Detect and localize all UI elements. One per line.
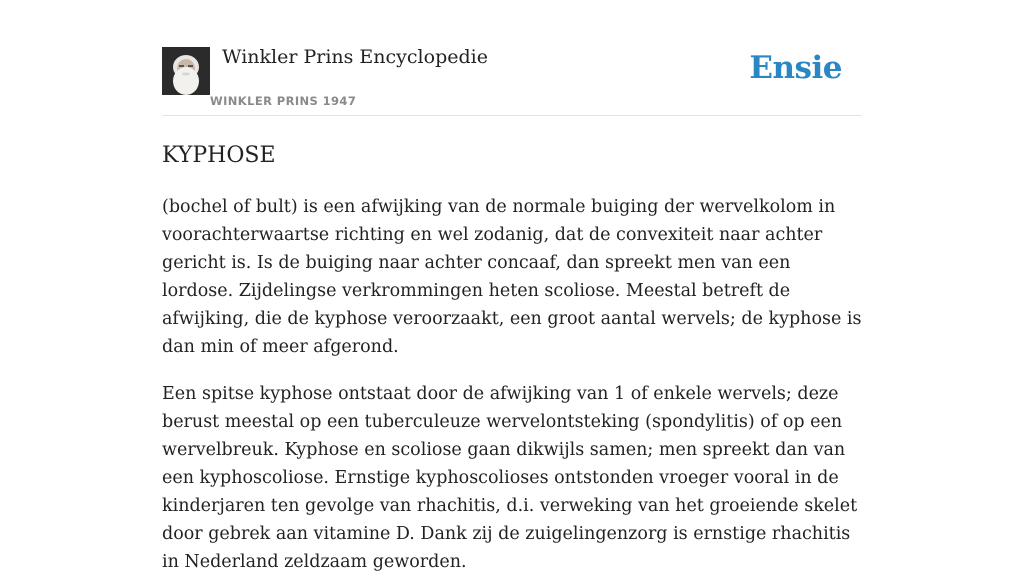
article-page [162, 0, 862, 576]
bearded-man-portrait-icon [162, 47, 210, 95]
article-paragraph: (bochel of bult) is een afwijking van de normale buiging der wervelkolom in voorachterwaartse richting en wel zodanig, dat de convexiteit naar achter gericht is. Is de buiging naar achter concaaf, dan spreekt men van een lordose. Zijdelingse verkrommingen heten scoliose. Meestal betreft de afwijking, die de kyphose veroorzaakt, een groot aantal wervels; de kyphose is dan min of meer afgerond. [162, 197, 862, 357]
article-title: KYPHOSE [162, 143, 276, 168]
source-subtitle[interactable]: WINKLER PRINS 1947 [210, 94, 357, 108]
source-header [162, 0, 862, 116]
author-avatar[interactable] [162, 47, 210, 95]
article-paragraph: Een spitse kyphose ontstaat door de afwijking van 1 of enkele wervels; deze berust meestal op een tuberculeuze wervelontsteking (spondylitis) of op een wervelbreuk. Kyphose en scoliose gaan dikwijls samen; men spreekt dan van een kyphoscoliose. Ernstige kyphoscolioses ontstonden vroeger vooral in de kinderjaren ten gevolge van rhachitis, d.i. verweking van het groeiende skelet door gebrek aan vitamine D. Dank zij de zuigelingenzorg is ernstige rhachitis in Nederland zeldzaam geworden. [162, 384, 858, 572]
brand-logo[interactable]: Ensie [749, 50, 842, 86]
source-title[interactable]: Winkler Prins Encyclopedie [222, 46, 488, 68]
